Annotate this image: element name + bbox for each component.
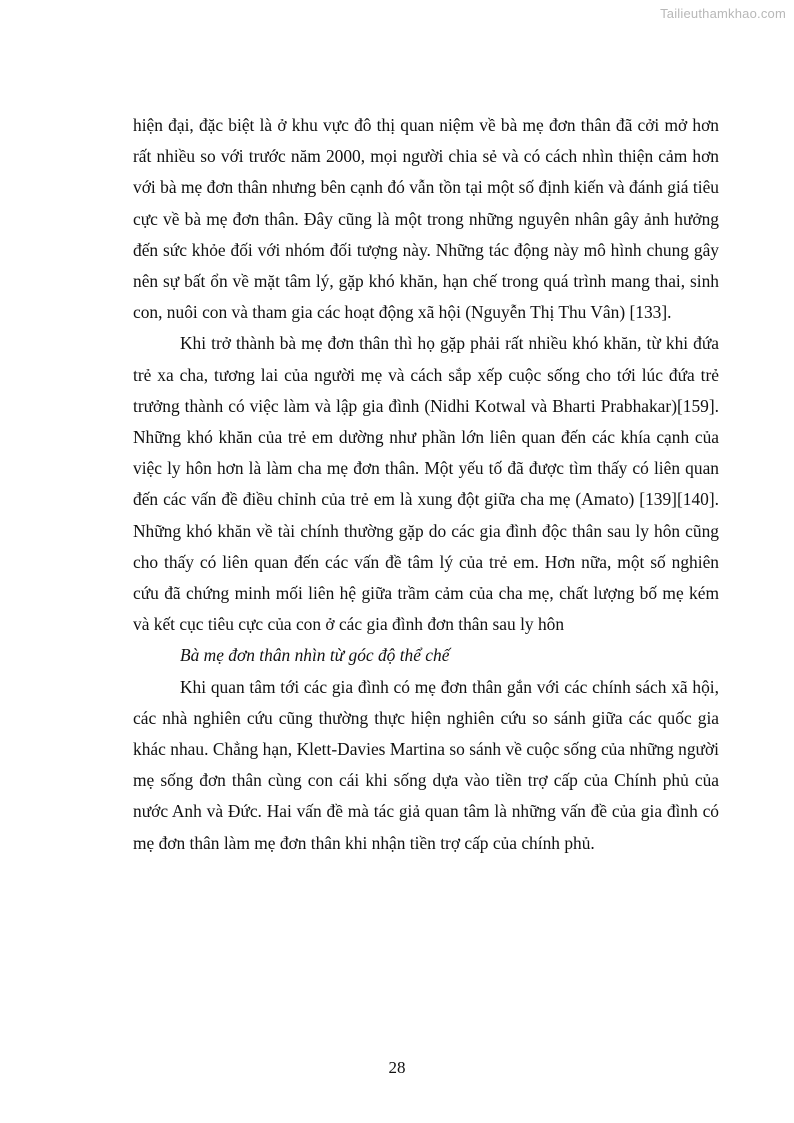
- paragraph-institutional: Khi quan tâm tới các gia đình có mẹ đơn thân gắn với các chính sách xã hội, các nhà nghiên cứu cũng thường thực hiện nghiên cứu so sánh giữa các quốc gia khác nhau. Chẳng hạn, Klett-Davies Martina so sánh về cuộc sống của những người mẹ sống đơn thân cùng con cái khi sống dựa vào tiền trợ cấp của Chính phủ của nước Anh và Đức. Hai vấn đề mà tác giả quan tâm là những vấn đề của gia đình có mẹ đơn thân làm mẹ đơn thân khi nhận tiền trợ cấp của chính phủ.: [133, 676, 719, 853]
- paragraph-difficulties: Khi trở thành bà mẹ đơn thân thì họ gặp phải rất nhiều khó khăn, từ khi đứa trẻ xa cha, tương lai của người mẹ và cách sắp xếp cuộc sống cho tới lúc đứa trẻ trưởng thành có việc làm và lập gia đình (Nidhi Kotwal và Bharti Prabhakar)[159]. Những khó khăn của trẻ em dường như phần lớn liên quan đến các khía cạnh của việc ly hôn hơn là làm cha mẹ đơn thân. Một yếu tố đã được tìm thấy có liên quan đến các vấn đề điều chỉnh của trẻ em là xung đột giữa cha mẹ (Amato) [139][140]. Những khó khăn về tài chính thường gặp do các gia đình độc thân sau ly hôn cũng cho thấy có liên quan đến các vấn đề tâm lý của trẻ em. Hơn nữa, một số nghiên cứu đã chứng minh mối liên hệ giữa trầm cảm của cha mẹ, chất lượng bố mẹ kém và kết cục tiêu cực của con ở các gia đình đơn thân sau ly hôn: [133, 333, 719, 635]
- section-heading: Bà mẹ đơn thân nhìn từ góc độ thể chế: [180, 645, 450, 666]
- document-body: [133, 110, 719, 859]
- page-number: 28: [388, 1058, 406, 1077]
- watermark: Tailieuthamkhao.com: [660, 6, 786, 21]
- paragraph-continuation: hiện đại, đặc biệt là ở khu vực đô thị quan niệm về bà mẹ đơn thân đã cởi mở hơn rất nhiều so với trước năm 2000, mọi người chia sẻ và có cách nhìn thiện cảm hơn với bà mẹ đơn thân nhưng bên cạnh đó vẫn tồn tại một số định kiến và đánh giá tiêu cực về bà mẹ đơn thân. Đây cũng là một trong những nguyên nhân gây ảnh hưởng đến sức khỏe đối với nhóm đối tượng này. Những tác động này mô hình chung gây nên sự bất ổn về mặt tâm lý, gặp khó khăn, hạn chế trong quá trình mang thai, sinh con, nuôi con và tham gia các hoạt động xã hội (Nguyễn Thị Thu Vân) [133].: [133, 115, 719, 323]
